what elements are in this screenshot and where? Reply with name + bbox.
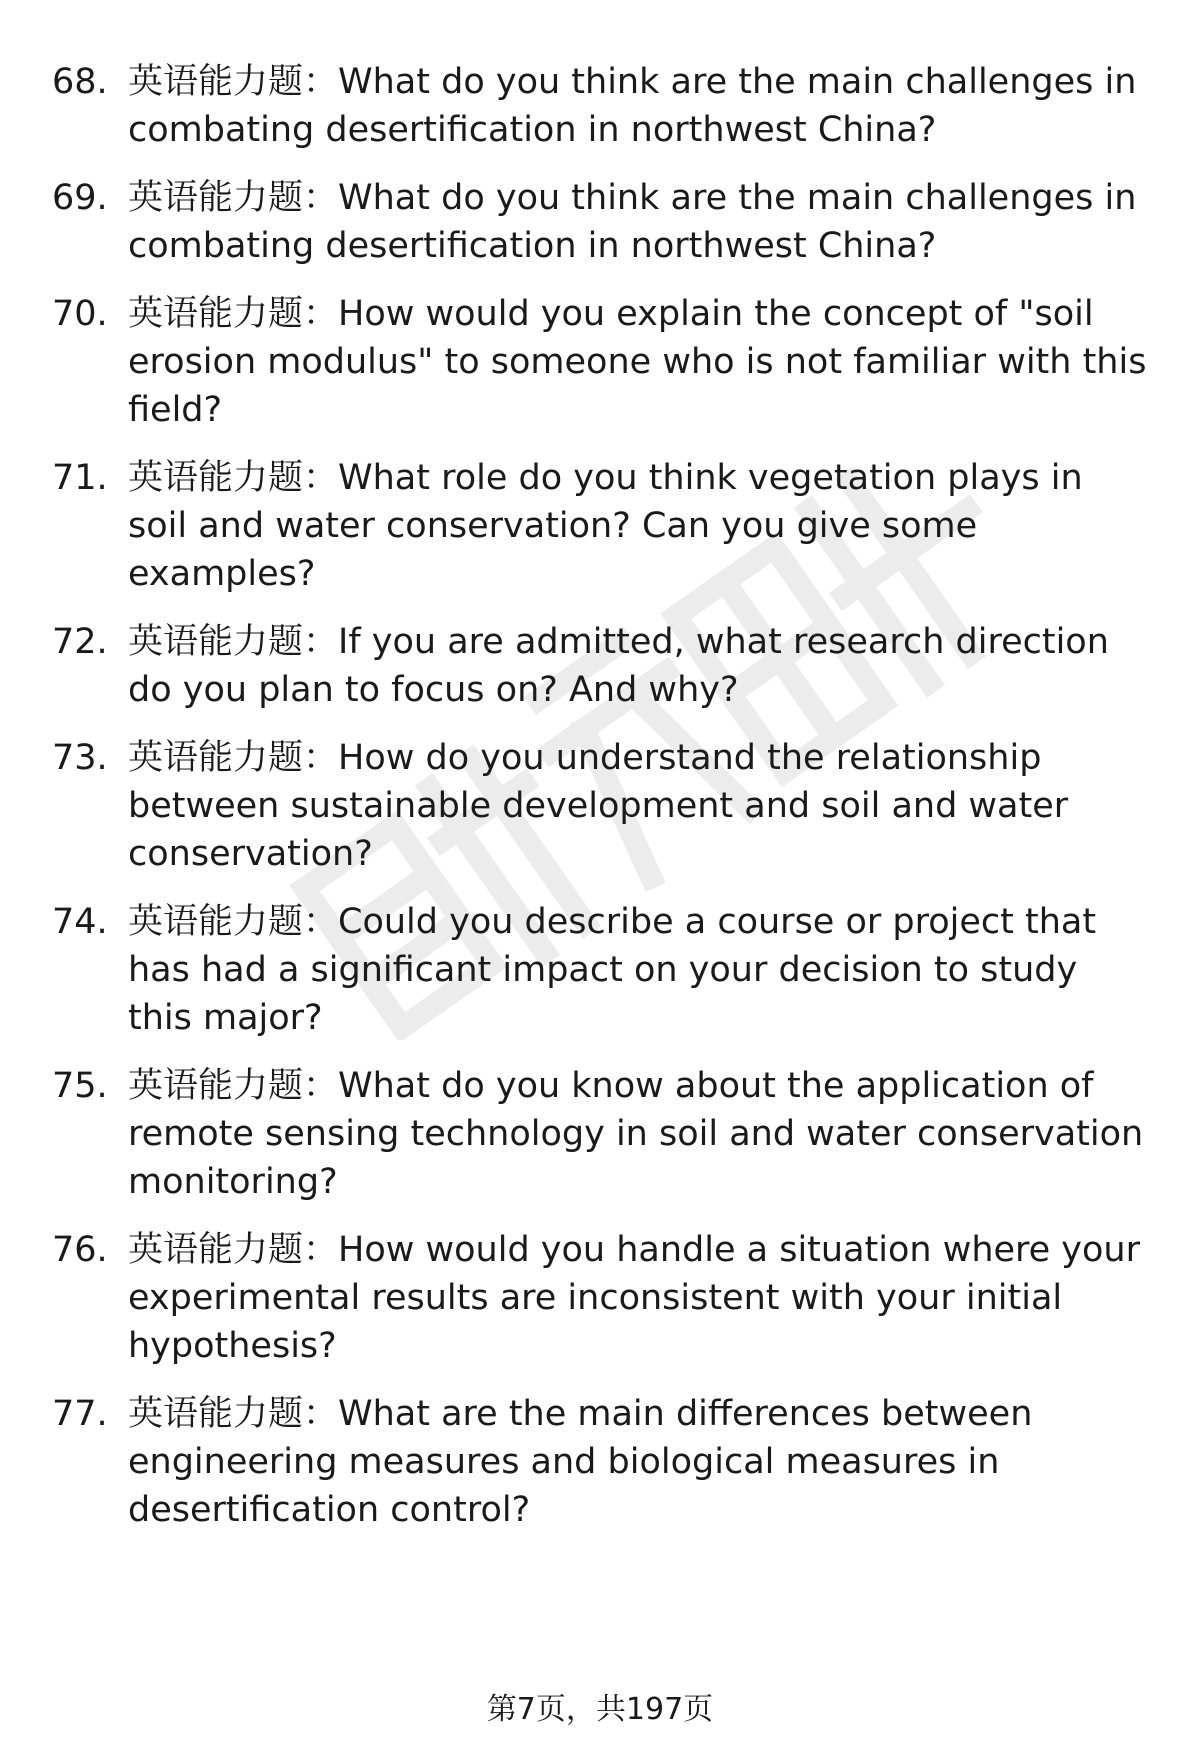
question-text: What do you think are the main challenges in combating desertification in northwest China? xyxy=(128,178,1137,266)
question-text: What role do you think vegetation plays in soil and water conservation? Can you give some examples? xyxy=(128,458,1083,594)
question-label: 英语能力题： xyxy=(128,458,339,498)
question-label: 英语能力题： xyxy=(128,902,339,942)
question-body xyxy=(128,290,1148,434)
question-item-72 xyxy=(0,618,1200,714)
question-text: What do you think are the main challenges in combating desertification in northwest China? xyxy=(128,62,1137,150)
question-text: How do you understand the relationship between sustainable development and soil and water conservation? xyxy=(128,738,1069,874)
question-body xyxy=(128,174,1148,270)
question-item-74 xyxy=(0,898,1200,1042)
question-list xyxy=(0,58,1200,1554)
question-text: How would you explain the concept of "soil erosion modulus" to someone who is not familiar with this field? xyxy=(128,294,1147,430)
question-number: 69. xyxy=(52,178,108,218)
question-body xyxy=(128,898,1148,1042)
question-label: 英语能力题： xyxy=(128,622,339,662)
page-number: 第7页，共197页 xyxy=(486,1692,714,1727)
question-text: What are the main differences between engineering measures and biological measures in desertification control? xyxy=(128,1394,1033,1530)
question-label: 英语能力题： xyxy=(128,178,339,218)
question-item-68 xyxy=(0,58,1200,154)
page-footer xyxy=(0,1690,1200,1730)
question-body xyxy=(128,58,1148,154)
question-label: 英语能力题： xyxy=(128,1230,339,1270)
question-body xyxy=(128,618,1148,714)
question-number: 73. xyxy=(52,738,108,778)
question-body xyxy=(128,454,1148,598)
question-number: 76. xyxy=(52,1230,108,1270)
question-number: 74. xyxy=(52,902,108,942)
question-item-73 xyxy=(0,734,1200,878)
question-item-76 xyxy=(0,1226,1200,1370)
question-number: 77. xyxy=(52,1394,108,1434)
question-item-77 xyxy=(0,1390,1200,1534)
question-text: How would you handle a situation where your experimental results are inconsistent with your initial hypothesis? xyxy=(128,1230,1141,1366)
question-label: 英语能力题： xyxy=(128,294,339,334)
question-number: 71. xyxy=(52,458,108,498)
question-item-71 xyxy=(0,454,1200,598)
question-text: Could you describe a course or project that has had a significant impact on your decision to study this major? xyxy=(128,902,1097,1038)
question-body xyxy=(128,1390,1148,1534)
question-body xyxy=(128,1062,1148,1206)
question-text: What do you know about the application of remote sensing technology in soil and water conservation monitoring? xyxy=(128,1066,1144,1202)
question-label: 英语能力题： xyxy=(128,738,339,778)
question-text: If you are admitted, what research direction do you plan to focus on? And why? xyxy=(128,622,1109,710)
question-item-70 xyxy=(0,290,1200,434)
question-label: 英语能力题： xyxy=(128,1394,339,1434)
question-item-75 xyxy=(0,1062,1200,1206)
question-label: 英语能力题： xyxy=(128,1066,339,1106)
question-number: 70. xyxy=(52,294,108,334)
question-number: 68. xyxy=(52,62,108,102)
question-item-69 xyxy=(0,174,1200,270)
question-label: 英语能力题： xyxy=(128,62,339,102)
question-body xyxy=(128,1226,1148,1370)
question-number: 72. xyxy=(52,622,108,662)
question-body xyxy=(128,734,1148,878)
question-number: 75. xyxy=(52,1066,108,1106)
